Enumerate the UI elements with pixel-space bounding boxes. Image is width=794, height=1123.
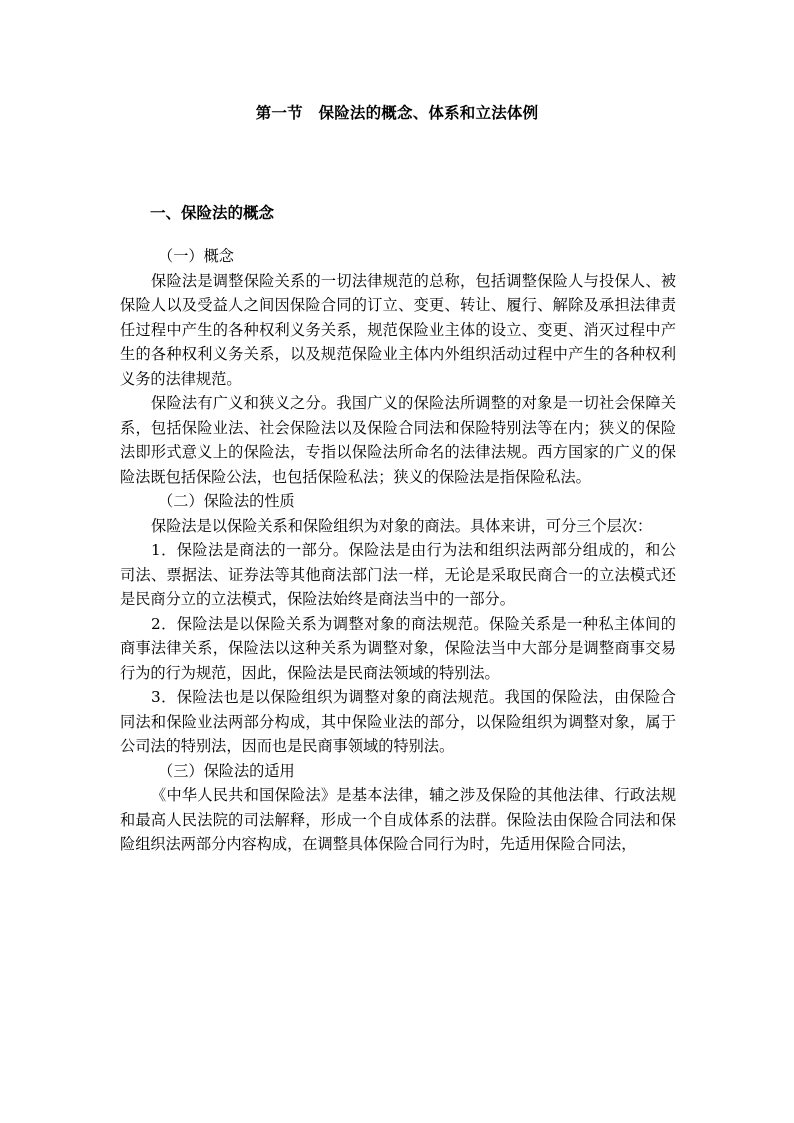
subheading-nature: （二）保险法的性质 bbox=[158, 492, 295, 510]
document-body bbox=[120, 244, 676, 857]
paragraph-application: 《中华人民共和国保险法》是基本法律，辅之涉及保险的其他法律、行政法规和最高人民法院的司法解释，形成一个自成体系的法群。保险法由保险合同法和保险组织法两部分内容构成，在调整具体保险合同行为时，先适用保险合同法， bbox=[120, 786, 676, 853]
subheading-application: （三）保险法的适用 bbox=[158, 761, 295, 780]
subheading-concept: （一）概念 bbox=[158, 247, 234, 265]
paragraph-definition: 保险法是调整保险关系的一切法律规范的总称，包括调整保险人与投保人、被保险人以及受益人之间因保险合同的订立、变更、转让、履行、解除及承担法律责任过程中产生的各种权利义务关系，规范保险业主体的设立、变更、消灭过程中产生的各种权利义务关系，以及规范保险业主体内外组织活动过程中产生的各种权利义务的法律规范。 bbox=[120, 271, 676, 388]
paragraph-nature-2: 2．保险法是以保险关系为调整对象的商法规范。保险关系是一种私主体间的商事法律关系，保险法以这种关系为调整对象，保险法当中大部分是调整商事交易行为的行为规范，因此，保险法是民商法领域的特别法。 bbox=[120, 614, 676, 682]
paragraph-nature-3: 3．保险法也是以保险组织为调整对象的商法规范。我国的保险法，由保险合同法和保险业法两部分构成，其中保险业法的部分，以保险组织为调整对象，属于公司法的特别法，因而也是民商事领域的特别法。 bbox=[120, 688, 676, 755]
page-title: 第一节 保险法的概念、体系和立法体例 bbox=[255, 103, 539, 122]
section-heading: 一、保险法的概念 bbox=[150, 203, 275, 222]
paragraph-nature-1: 1．保险法是商法的一部分。保险法是由行为法和组织法两部分组成的，和公司法、票据法、证券法等其他商法部门法一样，无论是采取民商合一的立法模式还是民商分立的立法模式，保险法始终是商法当中的一部分。 bbox=[120, 541, 676, 608]
paragraph-nature-intro: 保险法是以保险关系和保险组织为对象的商法。具体来讲，可分三个层次： bbox=[151, 516, 653, 535]
paragraph-broad-narrow: 保险法有广义和狭义之分。我国广义的保险法所调整的对象是一切社会保障关系，包括保险业法、社会保险法以及保险合同法和保险特别法等在内；狭义的保险法即形式意义上的保险法，专指以保险法所命名的法律法规。西方国家的广义的保险法既包括保险公法，也包括保险私法；狭义的保险法是指保险私法。 bbox=[120, 394, 676, 486]
